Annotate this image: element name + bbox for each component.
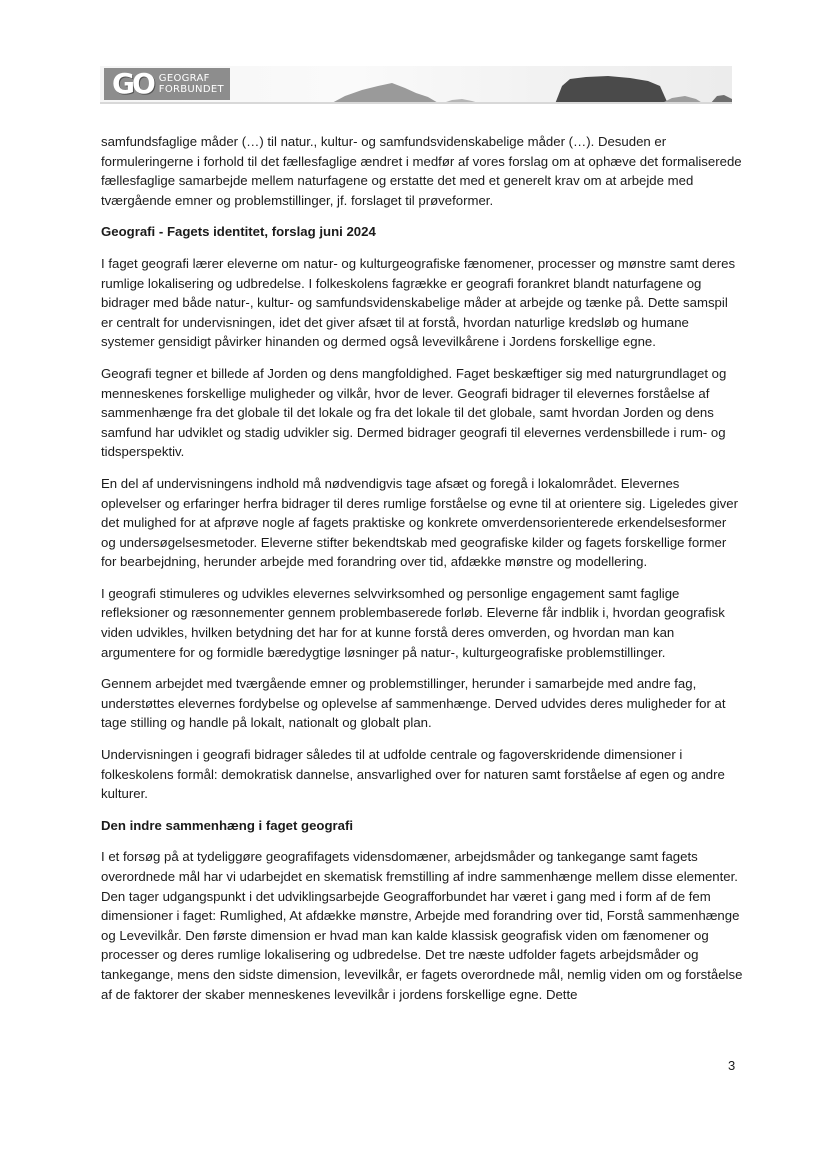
- logo-line-1: GEOGRAF: [158, 73, 210, 84]
- logo-text: [159, 73, 224, 95]
- paragraph: I et forsøg på at tydeliggøre geografifagets vidensdomæner, arbejdsmåder og tankegange samt fagets overordnede mål har vi udarbejdet en skematisk fremstilling af indre sammenhænge mellem disse elementer. Den tager udgangspunkt i det udviklingsarbejde Geografforbundet har været i gang med i form af de fem dimensioner i faget: Rumlighed, At afdække mønstre, Arbejde med forandring over tid, Forstå sammenhænge og Levevilkår. Den første dimension er hvad man kan kalde klassisk geografisk viden om fænomener og processer og deres rumlige lokalisering og udbredelse. Det tre næste udfolder fagets arbejdsmåder og tankegange, mens den sidste dimension, levevilkår, er fagets overordnede mål, nemlig viden om og forståelse af de faktorer der skaber menneskenes levevilkår i jordens forskellige egne. Dette: [101, 849, 743, 1002]
- paragraph: En del af undervisningens indhold må nødvendigvis tage afsæt og foregå i lokalområdet. Elevernes oplevelser og erfaringer herfra bidrager til deres rumlige forståelse og evne til at orientere sig. Ligeledes giver det mulighed for at afprøve nogle af fagets praktiske og konkrete omverdensorienterede erkendelsesformer og undersøgelsesmetoder. Eleverne stifter bekendtskab med geografiske kilder og fagets forskellige former for bearbejdning, herunder arbejde med forandring over tid, afdække mønstre og modellering.: [101, 475, 738, 570]
- document-body: [101, 132, 743, 1016]
- paragraph: Undervisningen i geografi bidrager således til at udfolde centrale og fagoverskridende dimensioner i folkeskolens formål: demokratisk dannelse, ansvarlighed over for naturen samt forståelse af egen og andre kulturer.: [101, 747, 725, 802]
- logo-line-2: FORBUNDET: [158, 84, 224, 95]
- paragraph: Geografi tegner et billede af Jorden og dens mangfoldighed. Faget beskæftiger sig med naturgrundlaget og menneskenes forskellige muligheder og vilkår, hvor de lever. Geografi bidrager til elevernes forståelse af sammenhænge fra det globale til det lokale og fra det lokale til det globale, samt hvordan Jorden og dens samfund har udviklet og stadig udvikler sig. Dermed bidrager geografi til elevernes verdensbillede i rum- og tidsperspektiv.: [101, 365, 727, 460]
- geograf-forbundet-logo: [104, 68, 230, 100]
- section-heading: Geografi - Fagets identitet, forslag juni 2024: [101, 224, 376, 240]
- paragraph: samfundsfaglige måder (…) til natur., kultur- og samfundsvidenskabelige måder (…). Desuden er formuleringerne i forhold til det fællesfaglige ændret i medfør af vores forslag om at ophæve det formaliserede fællesfaglige samarbejde mellem naturfagene og erstatte det med et generelt krav om at arbejde med tværgående emner og problemstillinger, jf. forslaget til prøveformer.: [101, 134, 742, 208]
- paragraph: I faget geografi lærer eleverne om natur- og kulturgeografiske fænomener, processer og mønstre samt deres rumlige lokalisering og udbredelse. I folkeskolens fagrække er geografi forankret blandt naturfagene og bidrager med både natur-, kultur- og samfundsvidenskabelige måder at arbejde og tænke på. Dette samspil er centralt for undervisningen, idet det giver afsæt til at forstå, hvordan naturlige kredsløb og humane systemer gensidigt påvirker hinanden og dermed også levevilkårene i Jordens forskellige egne.: [101, 255, 736, 350]
- section-heading: Den indre sammenhæng i faget geografi: [101, 817, 354, 833]
- logo-mark: GO: [112, 67, 153, 100]
- header-banner: [100, 66, 732, 104]
- paragraph: I geografi stimuleres og udvikles elevernes selvvirksomhed og personlige engagement samt faglige refleksioner og ræsonnementer gennem problembaserede forløb. Eleverne får indblik i, hvordan geografisk viden udvikles, hvilken betydning det har for at kunne forstå deres omverden, og hvordan man kan argumentere for og formidle bæredygtige løsninger på natur-, kulturgeografiske problemstillinger.: [101, 585, 725, 660]
- paragraph: Gennem arbejdet med tværgående emner og problemstillinger, herunder i samarbejde med andre fag, understøttes elevernes fordybelse og oplevelse af sammenhænge. Derved udvides deres muligheder for at tage stilling og handle på lokalt, nationalt og globalt plan.: [101, 676, 726, 731]
- page-number: 3: [728, 1058, 736, 1073]
